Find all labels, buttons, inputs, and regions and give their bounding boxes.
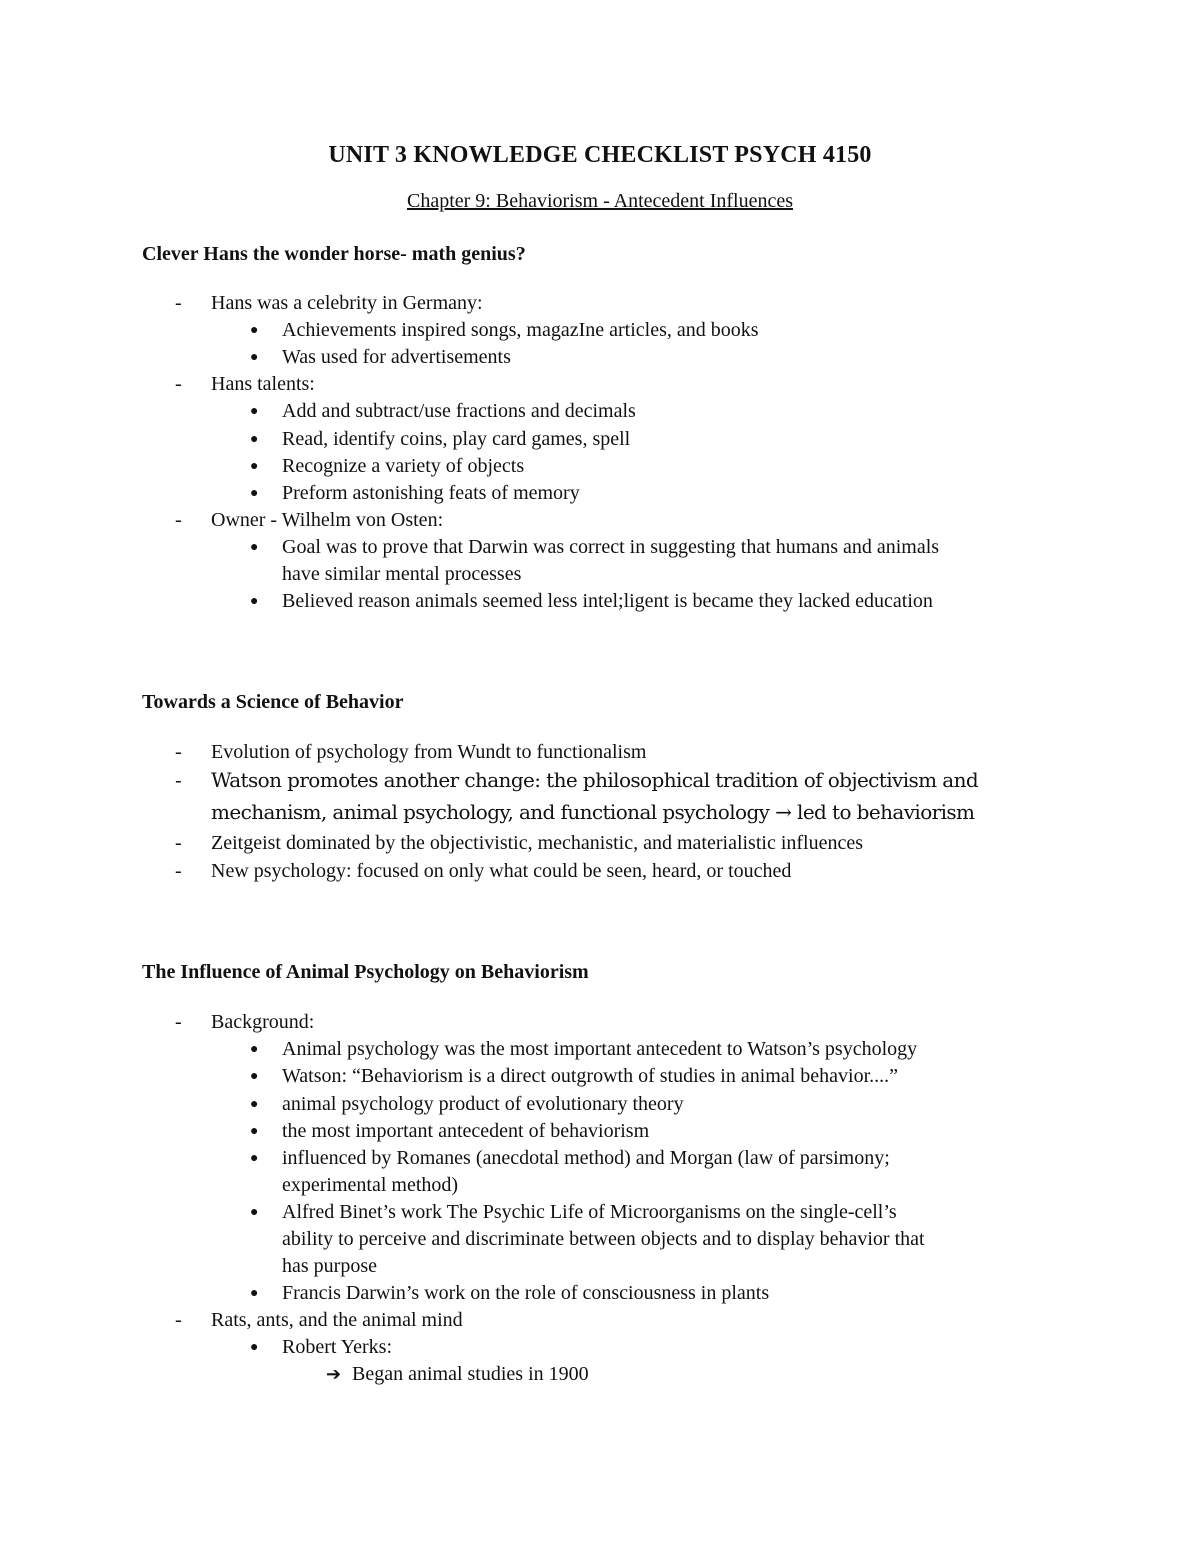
list-item: - Rats, ants, and the animal mind xyxy=(175,1309,463,1331)
dash-marker: - xyxy=(175,292,182,314)
list-item-continuation: ability to perceive and discriminate between objects and to display behavior that xyxy=(282,1228,925,1250)
list-item-continuation: have similar mental processes xyxy=(282,563,522,585)
bullet-icon: ● xyxy=(250,459,259,474)
list-item-continuation: experimental method) xyxy=(282,1174,459,1196)
bullet-icon: ● xyxy=(250,323,259,338)
dash-marker: - xyxy=(175,373,182,395)
section-heading-science-of-behavior: Towards a Science of Behavior xyxy=(142,691,404,713)
bullet-icon: ● xyxy=(250,1286,259,1301)
bullet-icon: ● xyxy=(250,1097,259,1112)
list-item: ● Believed reason animals seemed less intel;ligent is became they lacked education xyxy=(250,590,933,612)
dash-marker: - xyxy=(175,860,182,882)
bullet-icon: ● xyxy=(250,486,259,501)
list-item: ● Achievements inspired songs, magazIne articles, and books xyxy=(250,319,759,341)
list-item: ● Read, identify coins, play card games, spell xyxy=(250,428,631,450)
list-item: ● Goal was to prove that Darwin was correct in suggesting that humans and animals xyxy=(250,536,940,558)
list-item: - Owner - Wilhelm von Osten: xyxy=(175,509,444,531)
dash-marker: - xyxy=(175,509,182,531)
dash-marker: - xyxy=(175,1309,182,1331)
section-heading-animal-psychology: The Influence of Animal Psychology on Behaviorism xyxy=(142,961,589,983)
list-item: - Zeitgeist dominated by the objectivistic, mechanistic, and materialistic influences xyxy=(175,832,864,854)
bullet-icon: ● xyxy=(250,1042,259,1057)
list-item: - Evolution of psychology from Wundt to functionalism xyxy=(175,741,647,763)
bullet-icon: ● xyxy=(250,594,259,609)
arrow-right-icon: ➔ xyxy=(326,1364,342,1384)
list-item: - Hans talents: xyxy=(175,373,315,395)
list-item-continuation: has purpose xyxy=(282,1255,377,1277)
list-item: - New psychology: focused on only what could be seen, heard, or touched xyxy=(175,860,792,882)
list-item: ➔ Began animal studies in 1900 xyxy=(326,1363,589,1385)
dash-marker: - xyxy=(175,741,182,763)
dash-marker: - xyxy=(175,1011,182,1033)
list-item: ● Animal psychology was the most important antecedent to Watson’s psychology xyxy=(250,1038,918,1060)
bullet-icon: ● xyxy=(250,1340,259,1355)
section-heading-clever-hans: Clever Hans the wonder horse- math genius? xyxy=(142,243,526,265)
list-item: ● influenced by Romanes (anecdotal method) and Morgan (law of parsimony; xyxy=(250,1147,890,1169)
bullet-icon: ● xyxy=(250,1069,259,1084)
list-item: ● animal psychology product of evolutionary theory xyxy=(250,1093,684,1115)
list-item-continuation: mechanism, animal psychology, and functional psychology → led to behaviorism xyxy=(211,800,975,824)
dash-marker: - xyxy=(175,832,182,854)
list-item: ● Preform astonishing feats of memory xyxy=(250,482,580,504)
bullet-icon: ● xyxy=(250,540,259,555)
bullet-icon: ● xyxy=(250,350,259,365)
list-item: ● Alfred Binet’s work The Psychic Life of Microorganisms on the single-cell’s xyxy=(250,1201,897,1223)
list-item: ● Was used for advertisements xyxy=(250,346,511,368)
list-item: ● Robert Yerks: xyxy=(250,1336,393,1358)
dash-marker: - xyxy=(175,768,182,792)
list-item: - Watson promotes another change: the philosophical tradition of objectivism and xyxy=(175,768,979,792)
list-item: ● Francis Darwin’s work on the role of consciousness in plants xyxy=(250,1282,770,1304)
bullet-icon: ● xyxy=(250,404,259,419)
list-item: ● the most important antecedent of behaviorism xyxy=(250,1120,650,1142)
list-item: ● Recognize a variety of objects xyxy=(250,455,525,477)
list-item: - Hans was a celebrity in Germany: xyxy=(175,292,483,314)
list-item: - Background: xyxy=(175,1011,315,1033)
chapter-subtitle: Chapter 9: Behaviorism - Antecedent Influences xyxy=(407,190,793,212)
document-title: UNIT 3 KNOWLEDGE CHECKLIST PSYCH 4150 xyxy=(328,142,872,168)
list-item: ● Add and subtract/use fractions and decimals xyxy=(250,400,636,422)
bullet-icon: ● xyxy=(250,1151,259,1166)
bullet-icon: ● xyxy=(250,432,259,447)
bullet-icon: ● xyxy=(250,1124,259,1139)
bullet-icon: ● xyxy=(250,1205,259,1220)
list-item: ● Watson: “Behaviorism is a direct outgrowth of studies in animal behavior....” xyxy=(250,1065,899,1087)
